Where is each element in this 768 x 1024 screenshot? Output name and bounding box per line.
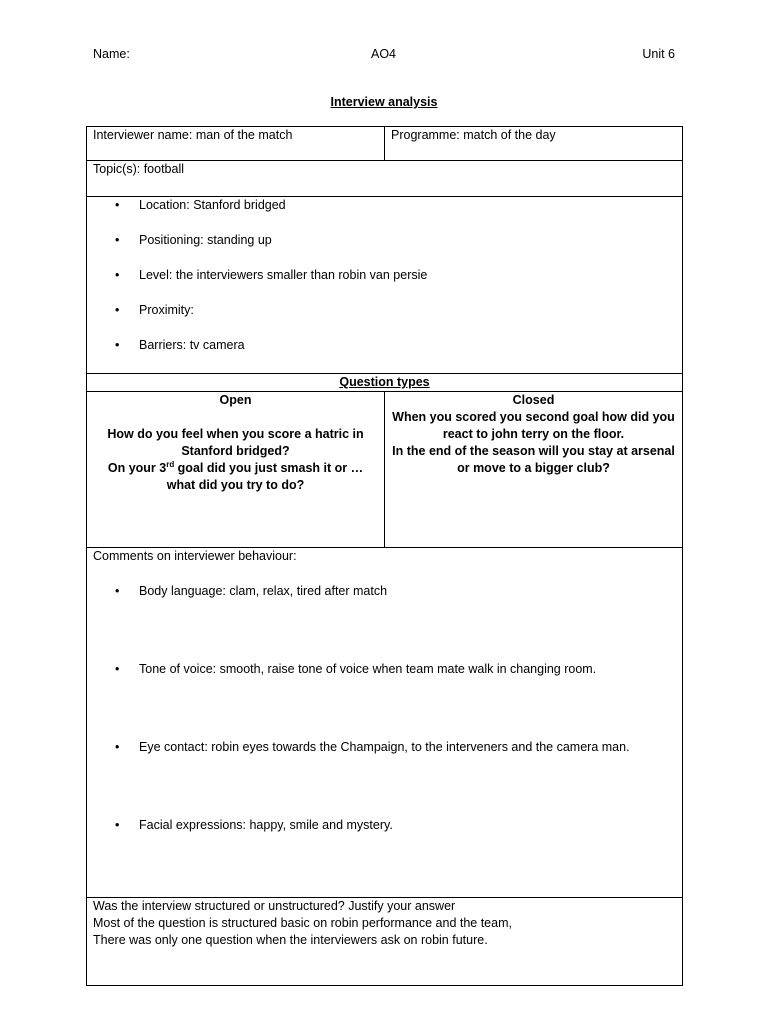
positioning-item: • Positioning: standing up [93, 232, 676, 249]
assessment-label: AO4 [371, 47, 397, 61]
level-item: • Level: the interviewers smaller than robin van persie [93, 267, 676, 284]
eye-contact-item: • Eye contact: robin eyes towards the Champaign, to the interveners and the camera man. [93, 739, 676, 756]
comments-cell [87, 548, 683, 898]
proximity-item: • Proximity: [93, 302, 676, 319]
comments-heading: Comments on interviewer behaviour: [93, 549, 297, 563]
question-types-heading-row [87, 374, 683, 392]
open-label: Open [219, 393, 252, 407]
comments-row [87, 548, 683, 898]
location-item: • Location: Stanford bridged [93, 197, 676, 214]
setting-cell [87, 197, 683, 374]
closed-question-2: In the end of the season will you stay at arsenal or move to a bigger club? [392, 444, 675, 475]
topic-cell: Topic(s): football [87, 161, 683, 197]
interviewer-row [87, 127, 683, 161]
structure-question: Was the interview structured or unstructured? Justify your answer [93, 899, 456, 913]
interviewer-cell: Interviewer name: man of the match [87, 127, 385, 161]
interview-form [86, 126, 683, 986]
barriers-item: • Barriers: tv camera [93, 337, 676, 354]
open-questions-cell [87, 392, 385, 548]
open-question-2: On your 3rd goal did you just smash it or … what did you try to do? [107, 459, 364, 492]
structure-cell [87, 898, 683, 986]
tone-of-voice-item: • Tone of voice: smooth, raise tone of voice when team mate walk in changing room. [93, 661, 676, 678]
setting-list [93, 197, 676, 354]
closed-label: Closed [512, 393, 555, 407]
facial-expressions-item: • Facial expressions: happy, smile and mystery. [93, 817, 676, 834]
setting-row [87, 197, 683, 374]
topic-row [87, 161, 683, 197]
closed-question-1: When you scored you second goal how did you react to john terry on the floor. [392, 410, 675, 441]
document-title: Interview analysis [330, 95, 438, 109]
unit-label: Unit 6 [642, 47, 675, 61]
comments-list [93, 583, 676, 834]
page-header [93, 46, 675, 64]
structure-answer-line-2: There was only one question when the interviewers ask on robin future. [93, 933, 488, 947]
structure-row [87, 898, 683, 986]
question-types-row [87, 392, 683, 548]
structure-answer-line-1: Most of the question is structured basic on robin performance and the team, [93, 916, 512, 930]
name-label: Name: [93, 47, 130, 61]
programme-cell: Programme: match of the day [385, 127, 683, 161]
body-language-item: • Body language: clam, relax, tired after match [93, 583, 676, 600]
open-question-1: How do you feel when you score a hatric in Stanford bridged? [107, 427, 364, 458]
closed-questions-cell [385, 392, 683, 548]
question-types-heading: Question types [87, 374, 683, 392]
